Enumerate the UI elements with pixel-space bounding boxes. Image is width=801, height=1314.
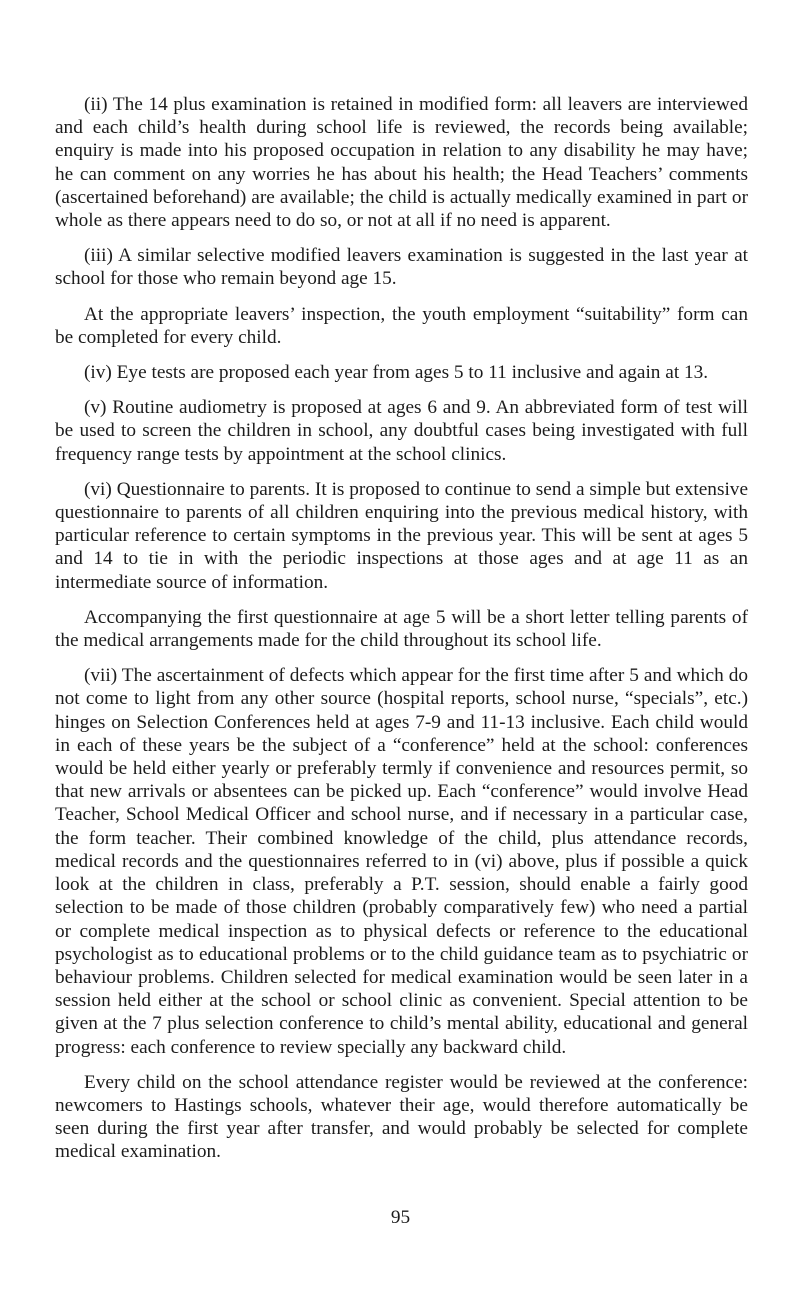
paragraph-vi-questionnaire: (vi) Questionnaire to parents. It is proposed to continue to send a simple but extensive questionnaire to parents of all children enquiring into the previous medical history, with particular reference to certain symptoms in the previous year. This will be sent at ages 5 and 14 to tie in with the periodic inspections at those ages and at age 11 as an intermediate source of information.: [55, 478, 748, 593]
paragraph-v-audiometry: (v) Routine audiometry is proposed at ages 6 and 9. An abbreviated form of test will be used to screen the children in school, any doubtful cases being investigated with full frequency range tests by appointment at the school clinics.: [55, 397, 748, 465]
document-body: [55, 93, 748, 1176]
paragraph-accompanying-letter: Accompanying the first questionnaire at age 5 will be a short letter telling parents of the medical arrangements made for the child throughout its school life.: [55, 606, 748, 652]
paragraph-iv-eye-tests: (iv) Eye tests are proposed each year from ages 5 to 11 inclusive and again at 13.: [84, 362, 709, 384]
paragraph-iii-selective-leavers: (iii) A similar selective modified leavers examination is suggested in the last year at school for those who remain beyond age 15.: [55, 245, 748, 290]
paragraph-attendance-register: Every child on the school attendance register would be reviewed at the conference: newcomers to Hastings schools, whatever their age, would therefore automatically be seen during the first year after transfer, and would probably be selected for complete medical examination.: [55, 1071, 748, 1163]
paragraph-ii-fourteen-plus: (ii) The 14 plus examination is retained in modified form: all leavers are interviewed and each child’s health during school life is reviewed, the records being available; enquiry is made into his proposed occupation in relation to any disability he may have; he can comment on any worries he has about his health; the Head Teachers’ comments (ascertained beforehand) are available; the child is actually medically examined in part or whole as there appears need to do so, or not at all if no need is apparent.: [55, 94, 748, 232]
page-number: 95: [390, 1207, 411, 1228]
paragraph-suitability-form: At the appropriate leavers’ inspection, the youth employment “suitability” form can be completed for every child.: [55, 303, 748, 348]
paragraph-vii-selection-conferences: (vii) The ascertainment of defects which appear for the first time after 5 and which do not come to light from any other source (hospital reports, school nurse, “specials”, etc.) hinges on Selection Conferences held at ages 7-9 and 11-13 inclusive. Each child would in each of these years be the subject of a “conference” held at the school: conferences would be held either yearly or preferably termly if convenience and resources permit, so that new arrivals or absentees can be picked up. Each “conference” would involve Head Teacher, School Medical Officer and school nurse, and if necessary in a particular case, the form teacher. Their combined knowledge of the child, plus attendance records, medical records and the questionnaires referred to in (vi) above, plus if possible a quick look at the children in class, preferably a P.T. session, should enable a fairly good selection to be made of those children (probably comparatively few) who need a partial or complete medical inspection as to physical defects or reference to the educational psychologist as to educational problems or to the child guidance team as to psychiatric or behaviour problems. Children selected for medical examination would be seen later in a session held either at the school or school clinic as convenient. Special attention to be given at the 7 plus selection conference to child’s mental ability, educational and general progress: each conference to review specially any backward child.: [55, 665, 748, 1058]
